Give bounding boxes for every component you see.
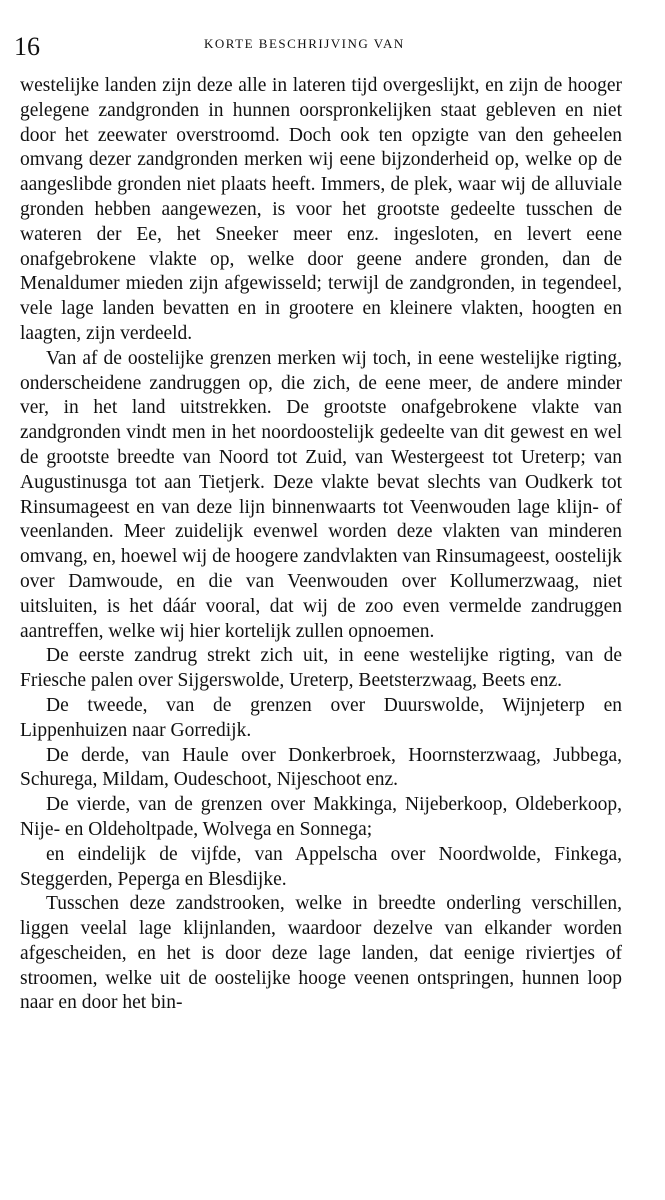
paragraph-vijfde-zandrug: en eindelijk de vijfde, van Appelscha over Noordwolde, Finkega, Steggerden, Peperga en Blesdijke. [20, 843, 622, 890]
body-text [20, 74, 622, 1016]
running-title: KORTE BESCHRIJVING VAN [204, 36, 405, 51]
page-header [14, 32, 645, 68]
paragraph-vierde-zandrug: De vierde, van de grenzen over Makkinga, Nijeberkoop, Oldeberkoop, Nije- en Oldeholtpade, Wolvega en Sonnega; [20, 794, 622, 840]
paragraph-eerste-zandrug: De eerste zandrug strekt zich uit, in eene westelijke rigting, van de Friesche palen over Sijgerswolde, Ureterp, Beetsterzwaag, Beets enz. [20, 645, 622, 692]
paragraph-derde-zandrug: De derde, van Haule over Donkerbroek, Hoornsterzwaag, Jubbega, Schurega, Mildam, Oudeschoot, Nijeschoot enz. [20, 744, 622, 791]
paragraph-tweede-zandrug: De tweede, van de grenzen over Duurswolde, Wijnjeterp en Lippenhuizen naar Gorredijk. [20, 694, 622, 741]
paragraph-continued: westelijke landen zijn deze alle in lateren tijd overgeslijkt, en zijn de hooger gelegene zandgronden in hunnen oorspronkelijken staat gebleven en niet door het zeewater overstroomd. Doch ook ten opzigte van den geheelen omvang dezer zandgronden merken wij eene bijzonderheid op, welke op de aangeslibde gronden niet plaats heeft. Immers, de plek, waar wij de alluviale gronden hebben aangewezen, is voor het grootste gedeelte tusschen de wateren der Ee, het Sneeker meer enz. ingesloten, en levert eene onafgebrokene vlakte op, welke door geene andere gronden, dan de Menaldumer mieden zijn afgewisseld; terwijl de zandgronden, in tegendeel, vele lage landen bevatten en in grootere en kleinere vlakten, hoogten en laagten, zijn verdeeld. [20, 75, 622, 344]
page-number: 16 [14, 32, 40, 61]
paragraph-klijnlanden: Tusschen deze zandstrooken, welke in breedte onderling verschillen, liggen veelal lage klijnlanden, waardoor dezelve van elkander worden afgescheiden, en het is door deze lage landen, dat eenige riviertjes of stroomen, welke uit de oostelijke hooge veenen ontspringen, hunnen loop naar en door het bin- [20, 893, 622, 1014]
paragraph-zandruggen: Van af de oostelijke grenzen merken wij toch, in eene westelijke rigting, onderscheidene zandruggen op, die zich, de eene meer, de andere minder ver, in het land uitstrekken. De grootste onafgebrokene vlakte van zandgronden vindt men in het noordoostelijk gedeelte van dit gewest en wel de grootste breedte van Noord tot Zuid, van Westergeest tot Ureterp; van Augustinusga tot aan Tietjerk. Deze vlakte bevat slechts van Oudkerk tot Rinsumageest en van deze lijn binnenwaarts tot Veenwouden lage klijn- of veenlanden. Meer zuidelijk evenwel worden deze vlakten van minderen omvang, en, hoewel wij de hoogere zandvlakten van Rinsumageest, oostelijk over Damwoude, en die van Veenwouden over Kollumerzwaag, niet uitsluiten, is het dáár vooral, dat wij de zoo even vermelde zandruggen aantreffen, welke wij hier kortelijk zullen opnoemen. [20, 347, 622, 642]
